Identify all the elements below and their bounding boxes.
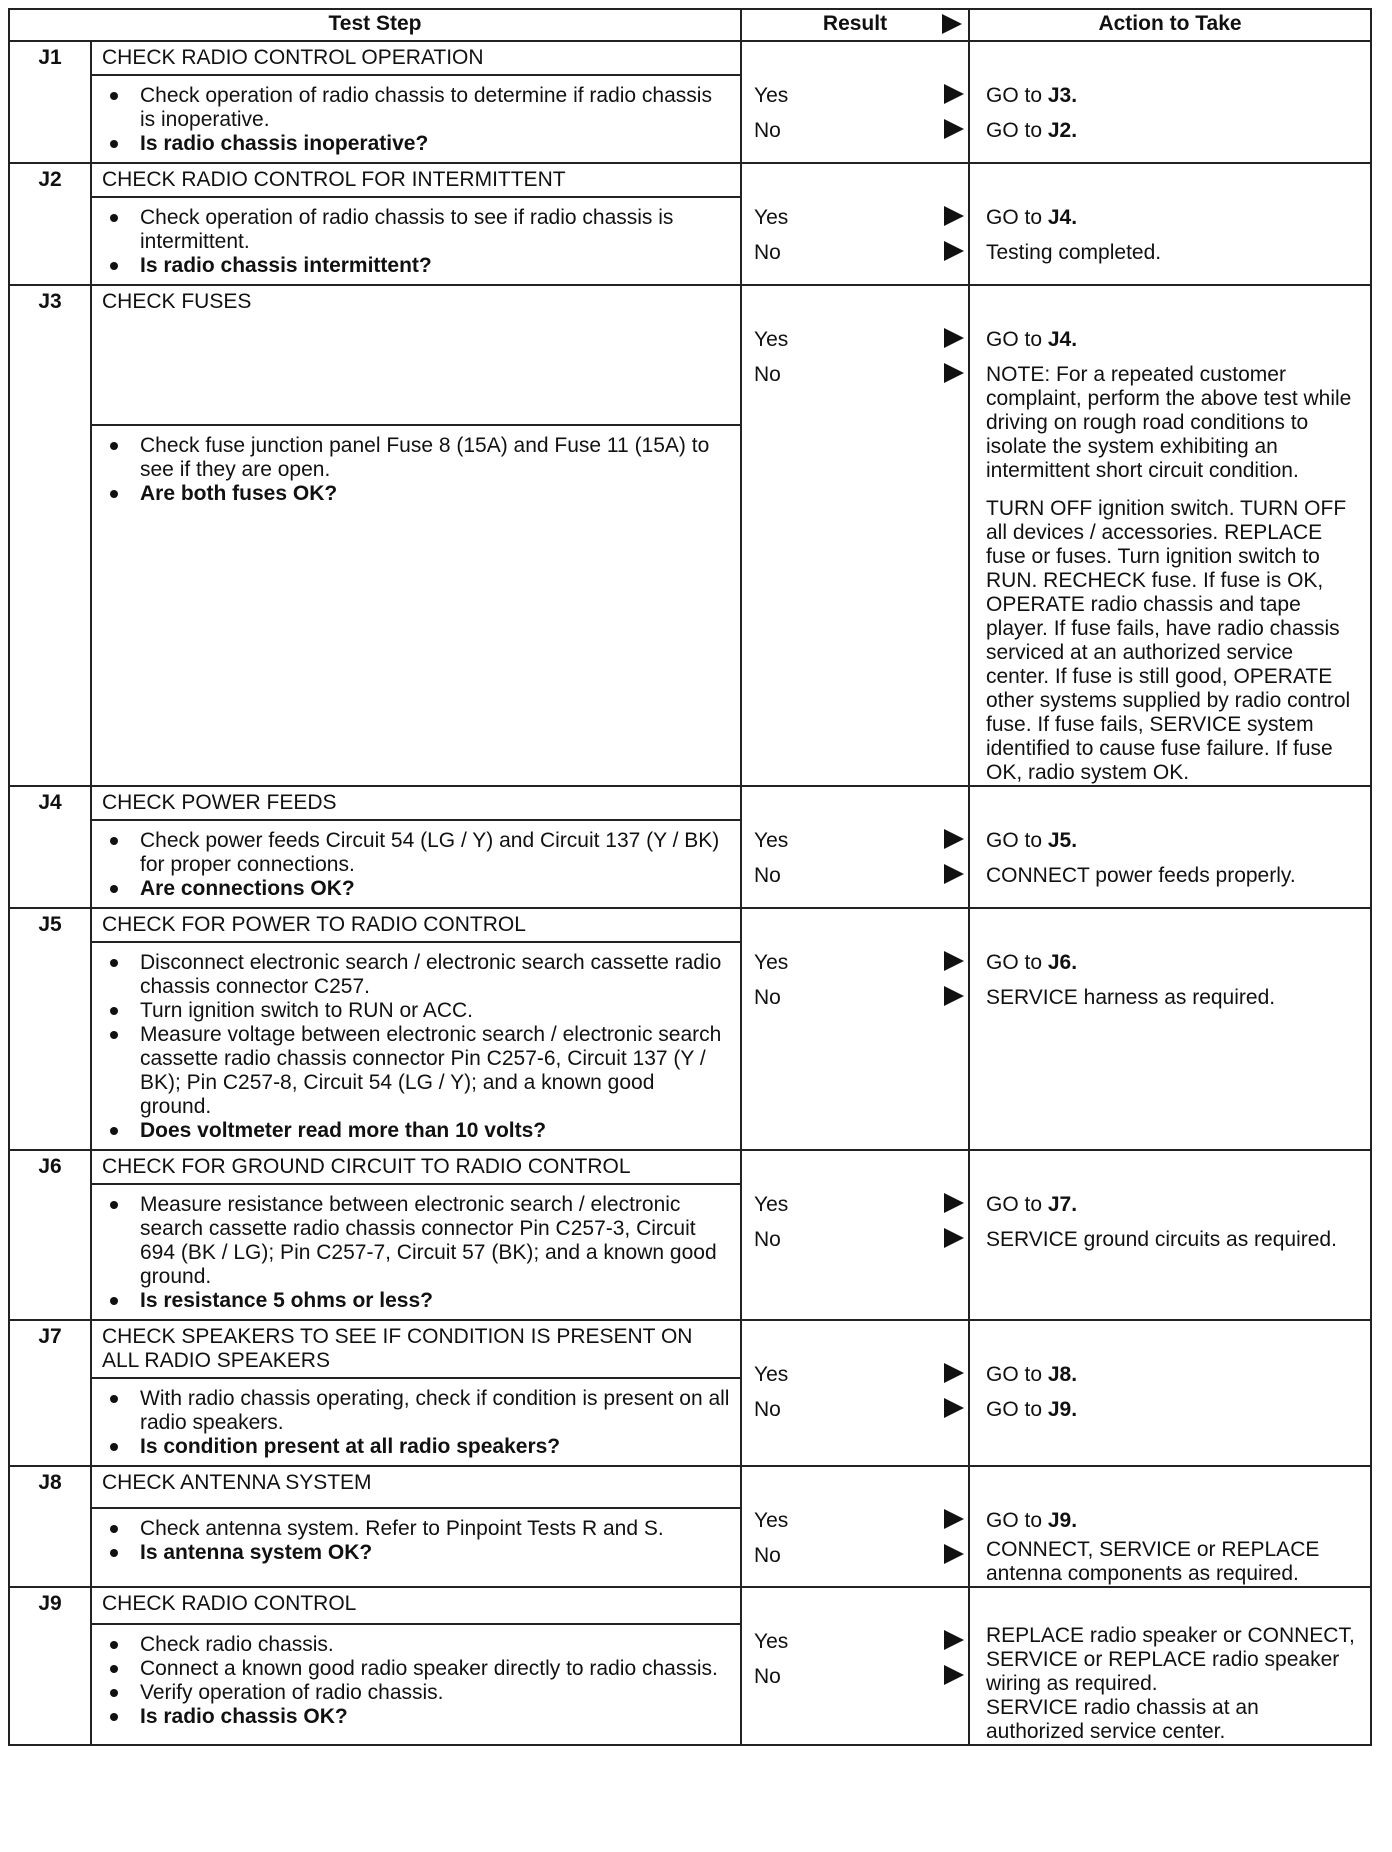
arrow-right-icon (944, 328, 964, 348)
result-spacer (742, 1467, 968, 1503)
arrow-right-icon (944, 363, 964, 383)
action-cell (969, 41, 1371, 163)
step-id: J2 (9, 163, 91, 285)
step-id: J5 (9, 908, 91, 1150)
result-cell (741, 786, 969, 908)
result-cell (741, 908, 969, 1150)
result-spacer (742, 1151, 968, 1187)
result-cell (741, 41, 969, 163)
step-question: Is condition present at all radio speakers? (102, 1435, 730, 1459)
action-text: GO to (986, 950, 1048, 974)
instruction-list (102, 951, 730, 1143)
step-instruction: Disconnect electronic search / electronic search cassette radio chassis connector C257. (102, 951, 730, 999)
result-spacer (742, 787, 968, 823)
instruction-list (102, 1193, 730, 1313)
step-question: Does voltmeter read more than 10 volts? (102, 1119, 730, 1143)
step-title-row (9, 1320, 1371, 1378)
action-text: GO to (986, 1508, 1048, 1532)
step-title: CHECK FUSES (91, 285, 741, 425)
step-id: J4 (9, 786, 91, 908)
step-id: J9 (9, 1587, 91, 1745)
result-yes (742, 78, 968, 113)
step-title: CHECK RADIO CONTROL OPERATION (91, 41, 741, 75)
action-yes (986, 1187, 1360, 1222)
action-no (986, 1222, 1360, 1257)
action-cell (969, 1587, 1371, 1745)
result-label: No (754, 1543, 781, 1567)
step-question: Are both fuses OK? (102, 482, 730, 506)
step-instruction: Turn ignition switch to RUN or ACC. (102, 999, 730, 1023)
result-yes (742, 200, 968, 235)
step-title: CHECK ANTENNA SYSTEM (91, 1466, 741, 1508)
action-no (986, 113, 1360, 148)
action-text: CONNECT, SERVICE or REPLACE antenna components as required. (986, 1538, 1320, 1585)
step-body (91, 1184, 741, 1320)
header-action: Action to Take (969, 9, 1371, 41)
step-question: Is radio chassis OK? (102, 1705, 730, 1729)
header-row (9, 9, 1371, 41)
step-title: CHECK RADIO CONTROL (91, 1587, 741, 1624)
action-text: SERVICE ground circuits as required. (986, 1227, 1337, 1251)
result-spacer (742, 909, 968, 945)
result-label: Yes (754, 828, 789, 852)
step-instruction: Verify operation of radio chassis. (102, 1681, 730, 1705)
step-title-row (9, 285, 1371, 425)
action-spacer (970, 909, 1370, 945)
arrow-right-icon (944, 1193, 964, 1213)
step-instruction: Check fuse junction panel Fuse 8 (15A) and Fuse 11 (15A) to see if they are open. (102, 434, 730, 482)
result-label: No (754, 1227, 781, 1251)
action-text: GO to (986, 205, 1048, 229)
result-no (742, 980, 968, 1015)
step-instruction: Measure voltage between electronic search / electronic search cassette radio chassis connector Pin C257-6, Circuit 137 (Y / BK); Pin C257-8, Circuit 54 (LG / Y); and a known good ground. (102, 1023, 730, 1119)
action-text: SERVICE harness as required. (986, 985, 1276, 1009)
result-no (742, 1659, 968, 1694)
action-yes (986, 200, 1360, 235)
result-label: No (754, 362, 781, 386)
step-title-row (9, 1587, 1371, 1624)
result-label: Yes (754, 1192, 789, 1216)
instruction-list (102, 434, 730, 506)
step-title: CHECK POWER FEEDS (91, 786, 741, 820)
result-yes (742, 1503, 968, 1538)
result-no (742, 357, 968, 392)
instruction-list (102, 829, 730, 901)
result-yes (742, 322, 968, 357)
arrow-right-icon (944, 986, 964, 1006)
action-text: GO to (986, 1362, 1048, 1386)
action-spacer (970, 286, 1370, 322)
action-text: Testing completed. (986, 240, 1162, 264)
arrow-right-icon (944, 1544, 964, 1564)
action-cell (969, 908, 1371, 1150)
action-yes (986, 78, 1360, 113)
result-yes (742, 945, 968, 980)
step-title: CHECK FOR POWER TO RADIO CONTROL (91, 908, 741, 942)
arrow-right-icon (944, 1363, 964, 1383)
action-text: GO to (986, 118, 1048, 142)
action-cell (969, 285, 1371, 786)
action-cell (969, 1320, 1371, 1466)
action-no (986, 980, 1360, 1015)
action-list (970, 1187, 1370, 1257)
result-spacer (742, 286, 968, 322)
header-result (741, 9, 969, 41)
step-instruction: Check operation of radio chassis to see if radio chassis is intermittent. (102, 206, 730, 254)
action-yes (986, 1503, 1360, 1538)
action-text: SERVICE radio chassis at an authorized service center. (986, 1696, 1259, 1743)
result-cell (741, 1320, 969, 1466)
result-yes (742, 1187, 968, 1222)
result-cell (741, 1150, 969, 1320)
action-no (986, 1392, 1360, 1427)
result-spacer (742, 42, 968, 78)
action-yes (986, 1624, 1360, 1696)
arrow-right-icon (944, 206, 964, 226)
step-id: J1 (9, 41, 91, 163)
action-list (970, 322, 1370, 785)
step-instruction: Check operation of radio chassis to determine if radio chassis is inoperative. (102, 84, 730, 132)
result-label: Yes (754, 950, 789, 974)
action-spacer (970, 1588, 1370, 1624)
header-test-step: Test Step (9, 9, 741, 41)
step-title-row (9, 41, 1371, 75)
goto-step-ref: J6. (1047, 950, 1078, 974)
arrow-right-icon (944, 864, 964, 884)
result-yes (742, 1624, 968, 1659)
header-result-label: Result (822, 12, 888, 35)
step-body (91, 425, 741, 786)
step-title-row (9, 786, 1371, 820)
action-cell (969, 1150, 1371, 1320)
step-id: J6 (9, 1150, 91, 1320)
step-question: Is radio chassis intermittent? (102, 254, 730, 278)
action-list (970, 823, 1370, 893)
step-instruction: Check power feeds Circuit 54 (LG / Y) and Circuit 137 (Y / BK) for proper connections. (102, 829, 730, 877)
step-id: J3 (9, 285, 91, 786)
action-spacer (970, 1151, 1370, 1187)
action-text: GO to (986, 828, 1048, 852)
action-list (970, 78, 1370, 148)
instruction-list (102, 84, 730, 156)
step-instruction: With radio chassis operating, check if condition is present on all radio speakers. (102, 1387, 730, 1435)
step-body (91, 75, 741, 163)
step-question: Are connections OK? (102, 877, 730, 901)
action-list (970, 200, 1370, 270)
action-list (970, 1503, 1370, 1586)
action-spacer (970, 787, 1370, 823)
result-label: Yes (754, 205, 789, 229)
result-no (742, 858, 968, 893)
action-no (986, 858, 1360, 893)
step-question: Is radio chassis inoperative? (102, 132, 730, 156)
step-instruction: Check radio chassis. (102, 1633, 730, 1657)
result-label: No (754, 985, 781, 1009)
action-text: GO to (986, 1397, 1048, 1421)
arrow-right-icon (944, 1509, 964, 1529)
action-spacer (970, 1321, 1370, 1357)
arrow-right-icon (944, 1665, 964, 1685)
result-no (742, 1392, 968, 1427)
step-title: CHECK SPEAKERS TO SEE IF CONDITION IS PRESENT ON ALL RADIO SPEAKERS (91, 1320, 741, 1378)
action-spacer (970, 42, 1370, 78)
result-label: No (754, 1664, 781, 1688)
instruction-list (102, 1387, 730, 1459)
goto-step-ref: J4. (1047, 205, 1078, 229)
instruction-list (102, 206, 730, 278)
instruction-list (102, 1517, 730, 1565)
step-title-row (9, 163, 1371, 197)
step-title-row (9, 1150, 1371, 1184)
result-cell (741, 163, 969, 285)
step-body (91, 1624, 741, 1745)
step-instruction: Check antenna system. Refer to Pinpoint Tests R and S. (102, 1517, 730, 1541)
action-no (986, 1696, 1360, 1744)
action-text: CONNECT power feeds properly. (986, 863, 1296, 887)
goto-step-ref: J5. (1047, 828, 1078, 852)
arrow-right-icon (944, 951, 964, 971)
arrow-right-icon (944, 1228, 964, 1248)
action-text: REPLACE radio speaker or CONNECT, SERVICE or REPLACE radio speaker wiring as required. (986, 1624, 1355, 1695)
result-label: Yes (754, 327, 789, 351)
action-list (970, 1357, 1370, 1427)
step-body (91, 1378, 741, 1466)
action-list (970, 945, 1370, 1015)
step-instruction: Connect a known good radio speaker directly to radio chassis. (102, 1657, 730, 1681)
result-no (742, 113, 968, 148)
result-cell (741, 1587, 969, 1745)
step-instruction: Measure resistance between electronic search / electronic search cassette radio chassis connector Pin C257-3, Circuit 694 (BK / LG); Pin C257-7, Circuit 57 (BK); and a known good ground. (102, 1193, 730, 1289)
goto-step-ref: J4. (1047, 327, 1078, 351)
action-spacer (970, 1467, 1370, 1503)
result-yes (742, 823, 968, 858)
result-cell (741, 1466, 969, 1587)
action-note: TURN OFF ignition switch. TURN OFF all devices / accessories. REPLACE fuse or fuses. Turn ignition switch to RUN. RECHECK fuse. If fuse is OK, OPERATE radio chassis and tape player. If fuse fails, have radio chassis serviced at an authorized service center. If fuse is still good, OPERATE other systems supplied by radio control fuse. If fuse fails, SERVICE system identified to cause fuse failure. If fuse OK, radio system OK. (986, 497, 1351, 784)
action-text: GO to (986, 83, 1048, 107)
action-note: NOTE: For a repeated customer complaint, perform the above test while driving on rough road conditions to isolate the system exhibiting an intermittent short circuit condition. (986, 363, 1352, 482)
arrow-right-icon (944, 1630, 964, 1650)
step-id: J8 (9, 1466, 91, 1587)
result-label: No (754, 863, 781, 887)
result-label: Yes (754, 1629, 789, 1653)
result-cell (741, 285, 969, 786)
action-yes (986, 823, 1360, 858)
action-yes (986, 1357, 1360, 1392)
result-label: Yes (754, 1508, 789, 1532)
result-no (742, 1222, 968, 1257)
step-title-row (9, 1466, 1371, 1508)
action-cell (969, 786, 1371, 908)
action-cell (969, 163, 1371, 285)
action-yes (986, 322, 1360, 357)
action-cell (969, 1466, 1371, 1587)
action-spacer (970, 164, 1370, 200)
instruction-list (102, 1633, 730, 1729)
result-label: No (754, 118, 781, 142)
goto-step-ref: J3. (1047, 83, 1078, 107)
step-body (91, 197, 741, 285)
result-spacer (742, 1321, 968, 1357)
step-title: CHECK RADIO CONTROL FOR INTERMITTENT (91, 163, 741, 197)
result-yes (742, 1357, 968, 1392)
action-no (986, 235, 1360, 270)
arrow-right-icon (942, 14, 962, 34)
step-body (91, 820, 741, 908)
result-no (742, 235, 968, 270)
result-label: No (754, 240, 781, 264)
goto-step-ref: J9. (1047, 1397, 1078, 1421)
step-body (91, 942, 741, 1150)
step-id: J7 (9, 1320, 91, 1466)
arrow-right-icon (944, 1398, 964, 1418)
arrow-right-icon (944, 241, 964, 261)
result-spacer (742, 164, 968, 200)
goto-step-ref: J9. (1047, 1508, 1078, 1532)
goto-step-ref: J2. (1047, 118, 1078, 142)
action-text: GO to (986, 1192, 1048, 1216)
result-label: Yes (754, 83, 789, 107)
goto-step-ref: J7. (1047, 1192, 1078, 1216)
steps-body (9, 41, 1371, 1745)
action-list (970, 1624, 1370, 1744)
action-no (986, 1538, 1360, 1586)
arrow-right-icon (944, 829, 964, 849)
step-body (91, 1508, 741, 1587)
step-title: CHECK FOR GROUND CIRCUIT TO RADIO CONTROL (91, 1150, 741, 1184)
step-question: Is resistance 5 ohms or less? (102, 1289, 730, 1313)
result-label: No (754, 1397, 781, 1421)
step-question: Is antenna system OK? (102, 1541, 730, 1565)
arrow-right-icon (944, 84, 964, 104)
result-spacer (742, 1588, 968, 1624)
pinpoint-test-table (8, 8, 1372, 1746)
result-no (742, 1538, 968, 1573)
arrow-right-icon (944, 119, 964, 139)
action-yes (986, 945, 1360, 980)
step-title-row (9, 908, 1371, 942)
result-label: Yes (754, 1362, 789, 1386)
goto-step-ref: J8. (1047, 1362, 1078, 1386)
action-text: GO to (986, 327, 1048, 351)
